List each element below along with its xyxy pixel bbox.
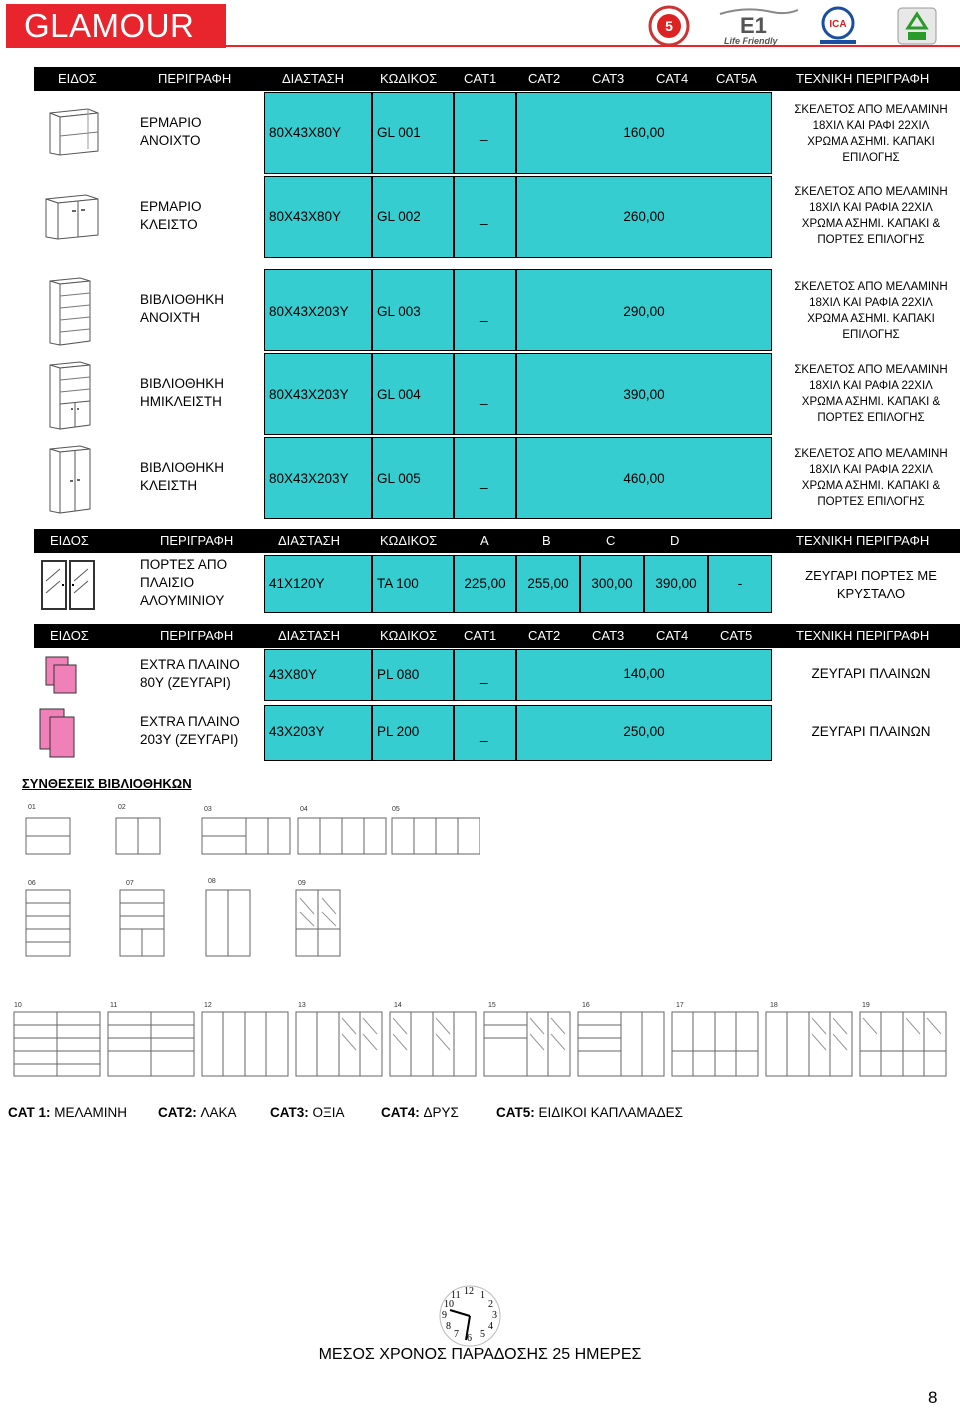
price: 460,00: [623, 471, 665, 486]
code: GL 001: [377, 125, 421, 140]
tech-line: ΧΡΩΜΑ ΑΣΗΜΙ. ΚΑΠΑΚΙ: [807, 313, 935, 325]
cat1-value: _: [480, 307, 488, 322]
product-image-side-panel-80: [44, 655, 80, 695]
clock-digit: 2: [488, 1299, 493, 1310]
tech-line: ΧΡΩΜΑ ΑΣΗΜΙ. ΚΑΠΑΚΙ: [807, 136, 935, 148]
composition-number: 11: [110, 1002, 118, 1009]
price-a: 225,00: [464, 576, 506, 591]
composition-number: 08: [208, 878, 216, 885]
table-row: [0, 649, 960, 701]
tech-line: 18ΧΙΛ ΚΑΙ ΡΑΦΙ 22ΧΙΛ: [812, 120, 930, 132]
col-c: C: [606, 533, 616, 548]
table-header-2: [34, 529, 960, 553]
composition-number: 06: [28, 880, 36, 887]
clock-digit: 7: [454, 1329, 459, 1340]
composition-drawings-row-2: [20, 886, 360, 958]
product-image-open-cabinet: [42, 105, 102, 157]
product-image-open-bookcase: [44, 275, 94, 347]
tech-line: ΧΡΩΜΑ ΑΣΗΜΙ. ΚΑΠΑΚΙ &: [801, 396, 941, 408]
table-row: [0, 705, 960, 761]
dimension: 43X203Y: [269, 724, 325, 739]
logo-e1-life-friendly: [716, 6, 802, 46]
table-row: [0, 176, 960, 258]
composition-number: 17: [676, 1002, 684, 1009]
cat1-value: _: [480, 474, 488, 489]
code: GL 004: [377, 387, 421, 402]
product-image-closed-bookcase: [44, 443, 94, 515]
composition-number: 13: [298, 1002, 306, 1009]
description-line: EXTRA ΠΛΑΙΝΟ: [140, 657, 240, 672]
technical-description: [786, 184, 956, 248]
clock-digit: 8: [446, 1321, 451, 1332]
tech-line: ΕΠΙΛΟΓΗΣ: [842, 152, 900, 164]
col-kodikos: ΚΩΔΙΚΟΣ: [380, 533, 438, 548]
col-kodikos: ΚΩΔΙΚΟΣ: [380, 628, 438, 643]
tech-line: ΧΡΩΜΑ ΑΣΗΜΙ. ΚΑΠΑΚΙ &: [801, 218, 941, 230]
dimension: 80X43X80Y: [269, 209, 342, 224]
price-e: -: [737, 576, 743, 591]
description-line: ΚΛΕΙΣΤΗ: [140, 478, 198, 493]
tech-line: 18ΧΙΛ ΚΑΙ ΡΑΦΙΑ 22ΧΙΛ: [809, 297, 933, 309]
price: 390,00: [623, 387, 665, 402]
description-line: 80Y (ΖΕΥΓΑΡΙ): [140, 675, 231, 690]
composition-drawings-row-1: [20, 812, 480, 860]
clock-icon: [438, 1284, 502, 1348]
code: PL 200: [377, 724, 420, 739]
composition-number: 14: [394, 1002, 402, 1009]
technical-description: ΖΕΥΓΑΡΙ ΠΛΑΙΝΩΝ: [811, 724, 931, 739]
clock-digit: 9: [442, 1310, 447, 1321]
description: [140, 375, 224, 411]
tech-line: ΣΚΕΛΕΤΟΣ ΑΠΟ ΜΕΛΑΜΙΝΗ: [794, 104, 948, 116]
logo-5-icon: [648, 5, 690, 47]
composition-number: 10: [14, 1002, 22, 1009]
cat1-value: _: [480, 210, 488, 225]
price-b: 255,00: [527, 576, 569, 591]
svg-text:E1: E1: [740, 13, 767, 38]
price-c: 300,00: [591, 576, 633, 591]
description-line: ΑΝΟΙΧΤΟ: [140, 133, 201, 148]
description: [140, 459, 224, 495]
col-cat4: CAT4: [656, 71, 689, 86]
dimension: 80X43X203Y: [269, 387, 349, 402]
brand-title: GLAMOUR: [6, 4, 226, 48]
col-a: A: [480, 533, 489, 548]
col-perigrafi: ΠΕΡΙΓΡΑΦΗ: [160, 628, 234, 643]
description-line: ΗΜΙΚΛΕΙΣΤΗ: [140, 394, 222, 409]
technical-description: [786, 102, 956, 166]
col-cat3: CAT3: [592, 628, 625, 643]
product-image-closed-cabinet: [42, 189, 102, 241]
description-line: ΑΛΟΥΜΙΝΙΟΥ: [140, 593, 225, 608]
col-eidos: ΕΙΔΟΣ: [50, 628, 89, 643]
cat1-value: _: [480, 669, 488, 684]
technical-description: ΖΕΥΓΑΡΙ ΠΛΑΙΝΩΝ: [811, 666, 931, 681]
product-image-side-panel-203: [38, 707, 78, 761]
composition-number: 02: [118, 804, 126, 811]
col-b: B: [542, 533, 551, 548]
composition-number: 12: [204, 1002, 212, 1009]
compositions-row-1: [0, 802, 960, 862]
description-line: EXTRA ΠΛΑΙΝΟ: [140, 714, 240, 729]
tech-line: ΣΚΕΛΕΤΟΣ ΑΠΟ ΜΕΛΑΜΙΝΗ: [794, 281, 948, 293]
composition-drawings-row-3: [10, 1008, 950, 1080]
table-row: [0, 269, 960, 351]
tech-line: ΣΚΕΛΕΤΟΣ ΑΠΟ ΜΕΛΑΜΙΝΗ: [794, 186, 948, 198]
description-line: 203Y (ΖΕΥΓΑΡΙ): [140, 732, 239, 747]
tech-line: 18ΧΙΛ ΚΑΙ ΡΑΦΙΑ 22ΧΙΛ: [809, 202, 933, 214]
page-number: 8: [928, 1388, 938, 1407]
description: [140, 198, 202, 234]
table-row: [0, 555, 960, 613]
tech-line: ΠΟΡΤΕΣ ΕΠΙΛΟΓΗΣ: [817, 496, 925, 508]
price: 140,00: [623, 666, 665, 681]
tech-line: ΕΠΙΛΟΓΗΣ: [842, 329, 900, 341]
description-line: ΕΡΜΑΡΙΟ: [140, 115, 202, 130]
tech-line: ΖΕΥΓΑΡΙ ΠΟΡΤΕΣ ΜΕ: [805, 568, 937, 583]
col-eidos: ΕΙΔΟΣ: [58, 71, 97, 86]
col-cat5: CAT5: [720, 628, 753, 643]
description: [140, 556, 227, 610]
description: [140, 114, 202, 150]
legend-item: CAT 1: ΜΕΛΑΜΙΝΗ: [8, 1105, 128, 1120]
description-line: ΒΙΒΛΙΟΘΗΚΗ: [140, 376, 225, 391]
compositions-title: ΣΥΝΘΕΣΕΙΣ ΒΙΒΛΙΟΘΗΚΩΝ: [22, 776, 192, 791]
composition-number: 01: [28, 804, 36, 811]
dimension: 80X43X203Y: [269, 471, 349, 486]
table-row: [0, 353, 960, 435]
composition-number: 04: [300, 806, 308, 813]
compositions-row-3: [0, 1000, 960, 1080]
col-kodikos: ΚΩΔΙΚΟΣ: [380, 71, 438, 86]
table-row: [0, 437, 960, 519]
description-line: ΕΡΜΑΡΙΟ: [140, 199, 202, 214]
clock-digit: 12: [464, 1286, 474, 1297]
description-line: ΠΟΡΤΕΣ ΑΠΟ: [140, 557, 228, 572]
clock-digit: 11: [451, 1290, 461, 1301]
cat1-value: _: [480, 126, 488, 141]
legend-item: CAT5: ΕΙΔΙΚΟΙ ΚΑΠΛΑΜΑΔΕΣ: [496, 1105, 684, 1120]
dimension: 41X120Y: [269, 576, 325, 591]
technical-description: [786, 446, 956, 510]
description-line: ΑΝΟΙΧΤΗ: [140, 310, 201, 325]
composition-number: 05: [392, 806, 400, 813]
description-line: ΠΛΑΙΣΙΟ: [140, 575, 195, 590]
clock-digit: 1: [480, 1290, 485, 1301]
code: TA 100: [377, 576, 419, 591]
tech-line: 18ΧΙΛ ΚΑΙ ΡΑΦΙΑ 22ΧΙΛ: [809, 464, 933, 476]
tech-line: ΠΟΡΤΕΣ ΕΠΙΛΟΓΗΣ: [817, 234, 925, 246]
svg-text:5: 5: [665, 18, 673, 34]
col-cat5a: CAT5A: [716, 71, 757, 86]
description: [140, 656, 240, 692]
tech-line: 18ΧΙΛ ΚΑΙ ΡΑΦΙΑ 22ΧΙΛ: [809, 380, 933, 392]
legend-item: CAT4: ΔΡΥΣ: [381, 1105, 459, 1120]
col-diastasi: ΔΙΑΣΤΑΣΗ: [282, 71, 345, 86]
col-cat4: CAT4: [656, 628, 689, 643]
col-cat1: CAT1: [464, 628, 497, 643]
code: GL 003: [377, 304, 421, 319]
tech-line: ΚΡΥΣΤΑΛΟ: [836, 586, 906, 601]
technical-description: [786, 279, 956, 343]
logo-ica: [816, 6, 860, 46]
composition-number: 03: [204, 806, 212, 813]
description-line: ΒΙΒΛΙΟΘΗΚΗ: [140, 292, 225, 307]
col-diastasi: ΔΙΑΣΤΑΣΗ: [278, 533, 341, 548]
price-d: 390,00: [655, 576, 697, 591]
cat1-value: _: [480, 390, 488, 405]
clock-digit: 10: [444, 1299, 454, 1310]
composition-number: 15: [488, 1002, 496, 1009]
col-tech: ΤΕΧΝΙΚΗ ΠΕΡΙΓΡΑΦΗ: [796, 533, 930, 548]
cat1-value: _: [480, 727, 488, 742]
description: [140, 291, 224, 327]
dimension: 43X80Y: [269, 667, 318, 682]
product-image-aluminium-doors: [40, 559, 96, 611]
price: 260,00: [623, 209, 665, 224]
composition-number: 07: [126, 880, 134, 887]
col-d: D: [670, 533, 680, 548]
composition-number: 19: [862, 1002, 870, 1009]
dimension: 80X43X203Y: [269, 304, 349, 319]
composition-number: 09: [298, 880, 306, 887]
code: GL 005: [377, 471, 421, 486]
col-tech: ΤΕΧΝΙΚΗ ΠΕΡΙΓΡΑΦΗ: [796, 71, 930, 86]
clock-digit: 3: [492, 1310, 497, 1321]
svg-text:Life Friendly: Life Friendly: [724, 36, 778, 46]
price: 250,00: [623, 724, 665, 739]
description-line: ΚΛΕΙΣΤΟ: [140, 217, 198, 232]
table-header-3: [34, 624, 960, 648]
dimension: 80X43X80Y: [269, 125, 342, 140]
clock-digit: 5: [480, 1329, 485, 1340]
col-perigrafi: ΠΕΡΙΓΡΑΦΗ: [158, 71, 232, 86]
col-cat2: CAT2: [528, 628, 561, 643]
code: GL 002: [377, 209, 421, 224]
composition-number: 16: [582, 1002, 590, 1009]
col-cat3: CAT3: [592, 71, 625, 86]
col-cat1: CAT1: [464, 71, 497, 86]
tech-line: ΣΚΕΛΕΤΟΣ ΑΠΟ ΜΕΛΑΜΙΝΗ: [794, 364, 948, 376]
composition-number: 18: [770, 1002, 778, 1009]
description-line: ΒΙΒΛΙΟΘΗΚΗ: [140, 460, 225, 475]
tech-line: ΧΡΩΜΑ ΑΣΗΜΙ. ΚΑΠΑΚΙ &: [801, 480, 941, 492]
compositions-row-2: [0, 878, 960, 958]
col-diastasi: ΔΙΑΣΤΑΣΗ: [278, 628, 341, 643]
clock-digit: 6: [467, 1333, 472, 1344]
clock-digit: 4: [488, 1321, 493, 1332]
table-header-1: [34, 67, 960, 91]
technical-description: [786, 567, 956, 603]
price: 160,00: [623, 125, 665, 140]
delivery-time: ΜΕΣΟΣ ΧΡΟΝΟΣ ΠΑΡΑΔΟΣΗΣ 25 ΗΜΕΡΕΣ: [318, 1346, 642, 1363]
col-eidos: ΕΙΔΟΣ: [50, 533, 89, 548]
tech-line: ΠΟΡΤΕΣ ΕΠΙΛΟΓΗΣ: [817, 412, 925, 424]
description: [140, 713, 240, 749]
product-image-half-closed-bookcase: [44, 359, 94, 431]
table-row: [0, 92, 960, 174]
col-perigrafi: ΠΕΡΙΓΡΑΦΗ: [160, 533, 234, 548]
svg-text:ICA: ICA: [829, 19, 847, 30]
legend-item: CAT3: ΟΞΙΑ: [270, 1105, 345, 1120]
technical-description: [786, 362, 956, 426]
tech-line: ΣΚΕΛΕΤΟΣ ΑΠΟ ΜΕΛΑΜΙΝΗ: [794, 448, 948, 460]
price: 290,00: [623, 304, 665, 319]
logo-recycle-icon: [894, 4, 940, 48]
code: PL 080: [377, 667, 420, 682]
legend-item: CAT2: ΛΑΚΑ: [158, 1105, 237, 1120]
col-tech: ΤΕΧΝΙΚΗ ΠΕΡΙΓΡΑΦΗ: [796, 628, 930, 643]
col-cat2: CAT2: [528, 71, 561, 86]
